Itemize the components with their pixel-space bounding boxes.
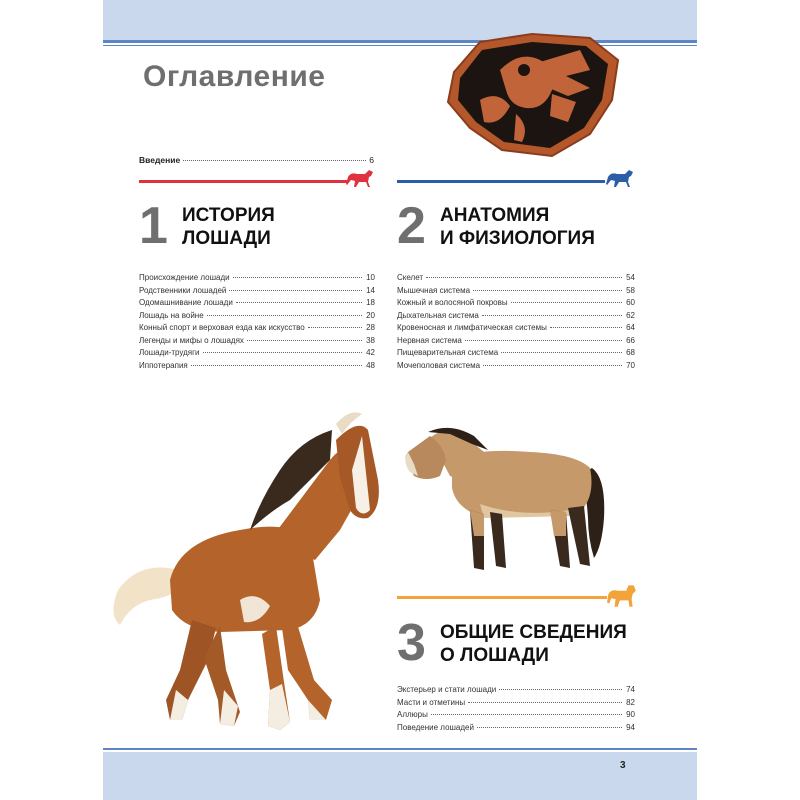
section-3-title-line1: ОБЩИЕ СВЕДЕНИЯ — [440, 622, 627, 643]
section-1-rule — [139, 180, 347, 183]
toc-entry-page: 62 — [626, 310, 635, 320]
toc-entry-page: 82 — [626, 697, 635, 707]
section-1-title-line1: ИСТОРИЯ — [182, 205, 275, 226]
toc-entry[interactable] — [397, 286, 635, 299]
dot-leader — [473, 290, 622, 291]
toc-intro-row[interactable] — [139, 155, 374, 165]
toc-entry[interactable] — [397, 323, 635, 336]
dot-leader — [247, 340, 362, 341]
greek-vase-fragment-image — [440, 30, 622, 160]
toc-entry[interactable] — [397, 348, 635, 361]
toc-intro-page: 6 — [369, 155, 374, 165]
dot-leader — [431, 714, 622, 715]
horse-icon — [605, 168, 635, 188]
dot-leader — [203, 352, 362, 353]
toc-entry[interactable] — [397, 298, 635, 311]
toc-entry[interactable] — [397, 685, 635, 698]
toc-entry[interactable] — [139, 273, 375, 286]
section-2-title-line1: АНАТОМИЯ — [440, 205, 550, 226]
toc-entry-label: Происхождение лошади — [139, 273, 230, 282]
dot-leader — [308, 327, 362, 328]
toc-entry-page: 90 — [626, 710, 635, 719]
toc-entry[interactable] — [397, 723, 635, 736]
toc-entry[interactable] — [397, 698, 635, 711]
toc-entry-label: Дыхательная система — [397, 310, 479, 320]
toc-entry-label: Поведение лошадей — [397, 722, 474, 732]
section-3-title-line2: О ЛОШАДИ — [440, 645, 549, 666]
toc-entry[interactable] — [139, 298, 375, 311]
toc-entry-page: 10 — [366, 273, 375, 282]
toc-entry-label: Одомашнивание лошади — [139, 298, 233, 307]
toc-entry-page: 70 — [626, 360, 635, 370]
toc-entry-page: 28 — [366, 323, 375, 332]
toc-entry-label: Лошадь на войне — [139, 310, 204, 320]
dot-leader — [236, 302, 362, 303]
toc-entry-label: Иппотерапия — [139, 360, 188, 370]
section-3-number: 3 — [397, 614, 426, 672]
toc-entry-label: Аллюры — [397, 710, 428, 719]
section-2-title — [440, 204, 595, 250]
dot-leader — [477, 727, 622, 728]
toc-entry-label: Кожный и волосяной покровы — [397, 298, 508, 307]
toc-entry-label: Экстерьер и стати лошади — [397, 685, 497, 694]
toc-entry[interactable] — [397, 311, 635, 324]
dot-leader — [499, 689, 622, 690]
dot-leader — [482, 315, 622, 316]
dot-leader — [207, 315, 362, 316]
toc-entry-page: 64 — [626, 323, 635, 332]
dot-leader — [550, 327, 622, 328]
toc-entry-page: 58 — [626, 285, 635, 295]
toc-entry-label: Легенды и мифы о лошадях — [139, 335, 244, 345]
section-3-toc-list — [397, 685, 635, 735]
dot-leader — [468, 702, 622, 703]
section-1-number: 1 — [139, 197, 168, 255]
page-number: 3 — [620, 760, 626, 771]
dot-leader — [501, 352, 622, 353]
toc-entry-label: Мочеполовая система — [397, 360, 481, 370]
toc-entry-label: Нервная система — [397, 335, 462, 345]
section-1-title — [182, 204, 275, 250]
toc-entry[interactable] — [139, 348, 375, 361]
toc-entry[interactable] — [139, 311, 375, 324]
footer-rule — [103, 748, 697, 750]
toc-entry-label: Лошади-трудяги — [139, 348, 200, 357]
chestnut-horse-image — [100, 400, 390, 745]
pony-icon — [606, 582, 638, 608]
toc-entry-label: Скелет — [397, 273, 424, 282]
section-2-title-line2: И ФИЗИОЛОГИЯ — [440, 228, 595, 249]
toc-entry-page: 20 — [366, 310, 375, 320]
toc-entry[interactable] — [139, 323, 375, 336]
section-3-rule — [397, 596, 607, 599]
dot-leader — [233, 277, 362, 278]
toc-entry[interactable] — [139, 361, 375, 374]
toc-entry[interactable] — [139, 286, 375, 299]
footer-band — [103, 752, 697, 800]
dot-leader — [483, 365, 622, 366]
toc-entry[interactable] — [397, 336, 635, 349]
dot-leader — [183, 160, 366, 161]
toc-entry[interactable] — [139, 336, 375, 349]
toc-entry-label: Масти и отметины — [397, 697, 466, 707]
page-title: Оглавление — [143, 60, 326, 93]
toc-entry-page: 74 — [626, 685, 635, 694]
section-2-rule — [397, 180, 605, 183]
toc-entry-label: Конный спорт и верховая езда как искусство — [139, 323, 305, 332]
toc-entry-label: Родственники лошадей — [139, 285, 227, 295]
toc-entry[interactable] — [397, 273, 635, 286]
dot-leader — [426, 277, 622, 278]
toc-entry-page: 68 — [626, 348, 635, 357]
toc-entry-label: Мышечная система — [397, 285, 471, 295]
toc-entry-page: 42 — [366, 348, 375, 357]
przewalski-horse-image — [400, 418, 615, 578]
section-2-number: 2 — [397, 197, 426, 255]
toc-intro-label: Введение — [139, 155, 181, 165]
section-1-toc-list — [139, 273, 375, 373]
toc-entry-page: 60 — [626, 298, 635, 307]
section-1-title-line2: ЛОШАДИ — [182, 228, 271, 249]
dot-leader — [465, 340, 622, 341]
dot-leader — [229, 290, 362, 291]
horse-icon — [345, 168, 375, 188]
toc-entry-label: Пищеварительная система — [397, 348, 499, 357]
section-3-title — [440, 621, 627, 667]
section-2-toc-list — [397, 273, 635, 373]
toc-entry-page: 94 — [626, 722, 635, 732]
dot-leader — [191, 365, 362, 366]
toc-entry-page: 66 — [626, 335, 635, 345]
toc-entry[interactable] — [397, 361, 635, 374]
toc-entry-label: Кровеносная и лимфатическая системы — [397, 323, 547, 332]
toc-entry-page: 54 — [626, 273, 635, 282]
toc-entry-page: 48 — [366, 360, 375, 370]
toc-entry-page: 38 — [366, 335, 375, 345]
toc-entry-page: 14 — [366, 285, 375, 295]
toc-entry-page: 18 — [366, 298, 375, 307]
dot-leader — [511, 302, 622, 303]
toc-entry[interactable] — [397, 710, 635, 723]
